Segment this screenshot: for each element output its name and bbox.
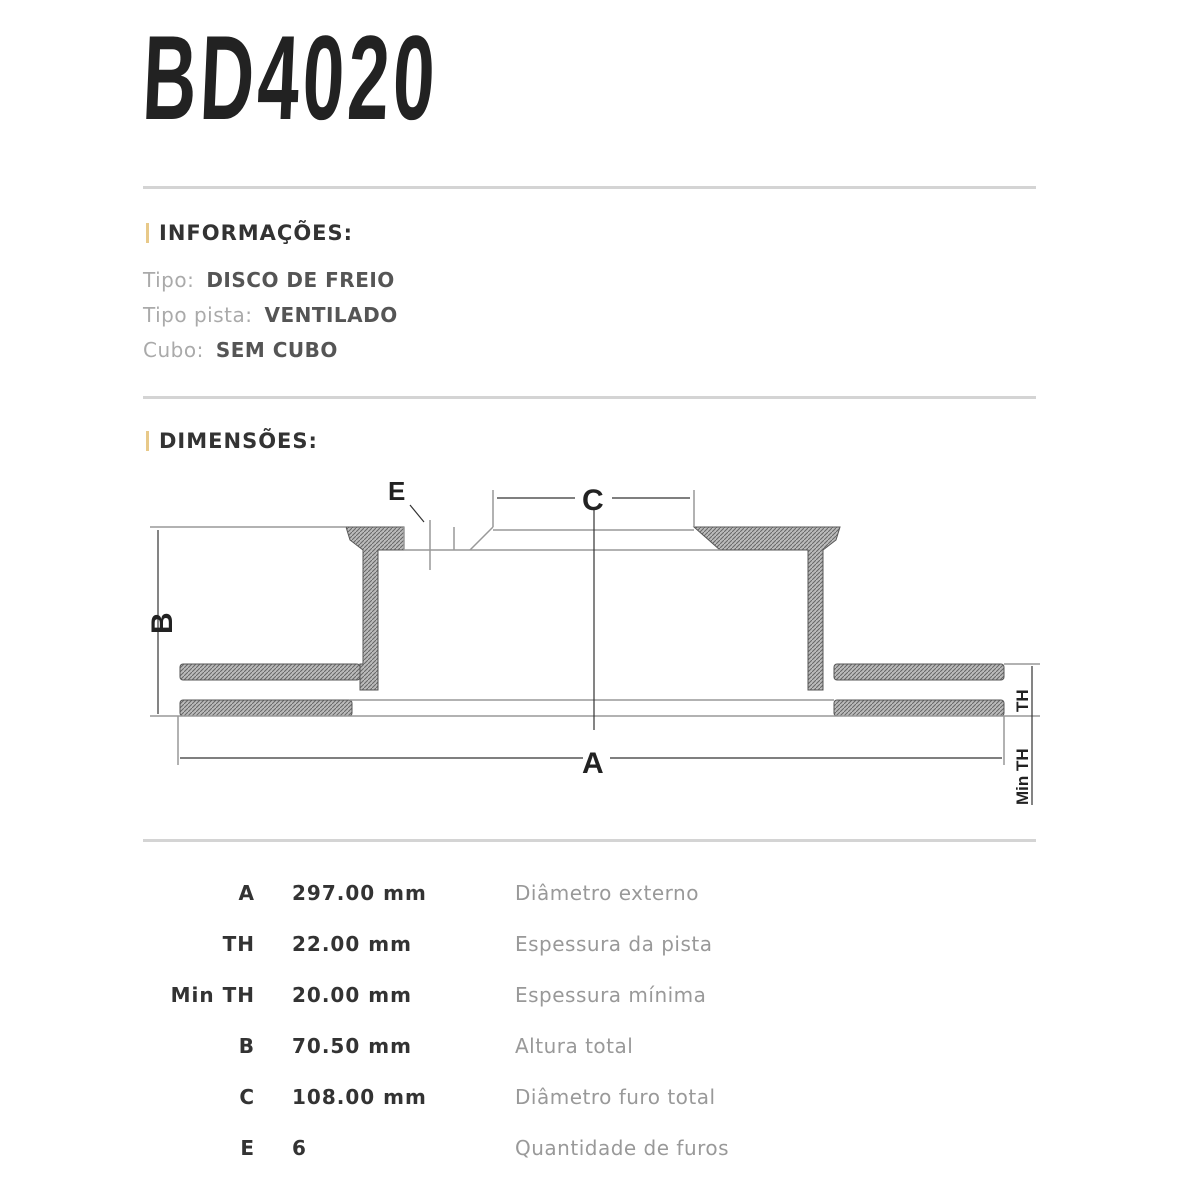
dimension-description: Espessura mínima bbox=[515, 983, 707, 1007]
dimension-label: TH bbox=[222, 932, 255, 956]
dimension-value: 22.00 mm bbox=[292, 932, 412, 956]
dimension-row bbox=[0, 881, 1200, 921]
product-code-title: BD4020 bbox=[140, 11, 442, 145]
dimension-label: A bbox=[238, 881, 255, 905]
dimension-value: 6 bbox=[292, 1136, 307, 1160]
dimension-description: Espessura da pista bbox=[515, 932, 713, 956]
dimension-value: 70.50 mm bbox=[292, 1034, 412, 1058]
label-c: C bbox=[582, 484, 604, 517]
dimension-row bbox=[0, 1034, 1200, 1074]
divider bbox=[143, 839, 1036, 842]
dimension-label: Min TH bbox=[170, 983, 255, 1007]
dimension-description: Altura total bbox=[515, 1034, 634, 1058]
dimension-value: 108.00 mm bbox=[292, 1085, 427, 1109]
dimension-description: Diâmetro externo bbox=[515, 881, 699, 905]
info-label: Cubo: bbox=[143, 338, 204, 362]
disc-top-right bbox=[834, 664, 1004, 680]
hat-right bbox=[694, 527, 840, 690]
info-heading-text: INFORMAÇÕES: bbox=[159, 221, 354, 245]
dimension-description: Diâmetro furo total bbox=[515, 1085, 716, 1109]
dimension-description: Quantidade de furos bbox=[515, 1136, 730, 1160]
label-b: B bbox=[146, 612, 179, 634]
dimension-row bbox=[0, 983, 1200, 1023]
disc-bottom-left bbox=[180, 700, 352, 716]
dimension-row bbox=[0, 1085, 1200, 1125]
dimension-label: E bbox=[240, 1136, 255, 1160]
disc-bottom-right bbox=[834, 700, 1004, 716]
label-a: A bbox=[582, 747, 604, 780]
label-th: TH bbox=[1013, 689, 1032, 712]
info-label: Tipo: bbox=[143, 268, 195, 292]
dimension-value: 297.00 mm bbox=[292, 881, 427, 905]
label-e: E bbox=[388, 476, 406, 506]
dimensions-heading-text: DIMENSÕES: bbox=[159, 429, 318, 453]
dimension-label: B bbox=[238, 1034, 255, 1058]
dimension-label: C bbox=[239, 1085, 255, 1109]
dimension-row bbox=[0, 1136, 1200, 1176]
info-value: DISCO DE FREIO bbox=[206, 268, 395, 292]
disc-top-left bbox=[180, 664, 360, 680]
info-value: VENTILADO bbox=[264, 303, 398, 327]
info-value: SEM CUBO bbox=[215, 338, 338, 362]
dimension-row bbox=[0, 932, 1200, 972]
label-min-th: Min TH bbox=[1013, 748, 1032, 805]
info-label: Tipo pista: bbox=[143, 303, 253, 327]
dimension-value: 20.00 mm bbox=[292, 983, 412, 1007]
